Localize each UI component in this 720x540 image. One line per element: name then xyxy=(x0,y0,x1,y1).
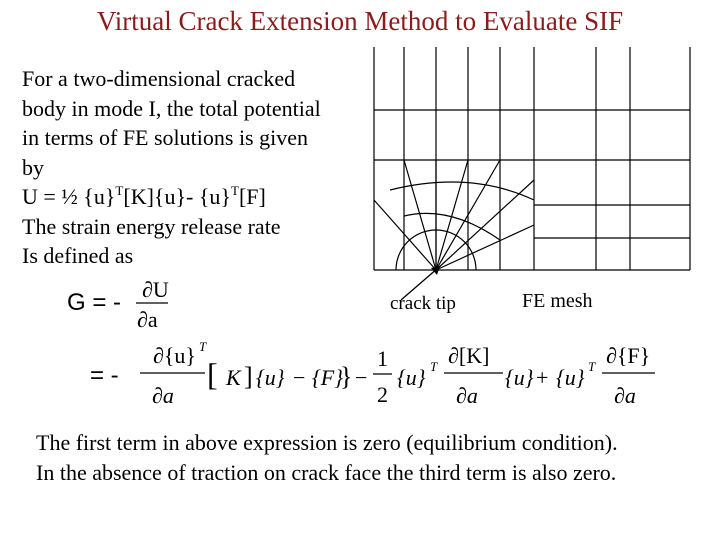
vector-u: {u} xyxy=(256,365,285,390)
minus-sign: − xyxy=(293,365,306,390)
intro-line: The strain energy release rate xyxy=(22,213,281,239)
vector-u: {u} xyxy=(505,365,534,390)
expanded-equation xyxy=(80,334,680,416)
crack-tip-label: crack tip xyxy=(390,293,456,314)
term3-denominator: ∂a xyxy=(456,383,478,408)
potential-lhs: U = ½ {u} xyxy=(22,184,116,209)
term4-denominator: ∂a xyxy=(614,383,636,408)
term1-numerator: ∂{u} xyxy=(153,343,196,368)
potential-mid: [K]{u}- {u} xyxy=(123,184,231,209)
closing-text xyxy=(36,428,716,488)
bracket-close: ] xyxy=(244,362,253,391)
term1-denominator: ∂a xyxy=(152,383,174,408)
intro-line: by xyxy=(22,154,44,180)
intro-line: For a two-dimensional cracked xyxy=(22,66,296,91)
intro-text xyxy=(22,64,372,271)
plus-sign: + xyxy=(536,365,549,390)
crack-tip-arrow xyxy=(395,255,455,305)
minus-sign: − xyxy=(355,365,368,390)
intro-line: body in mode I, the total potential xyxy=(22,95,321,121)
eq1-denominator: ∂a xyxy=(137,307,158,332)
big-bracket-open: [ xyxy=(207,356,218,392)
transpose-sup: T xyxy=(115,183,124,198)
slide-title: Virtual Crack Extension Method to Evaluate SIF xyxy=(96,6,624,36)
transpose-sup: T xyxy=(230,183,239,198)
vector-F: {F} xyxy=(312,365,344,390)
transpose-sup: T xyxy=(588,359,596,374)
fe-mesh-figure xyxy=(370,44,710,274)
intro-line: Is defined as xyxy=(22,243,134,268)
closing-line: In the absence of traction on crack face the third term is also zero. xyxy=(36,460,617,485)
half-numerator: 1 xyxy=(377,346,388,371)
term4-numerator: ∂{F} xyxy=(606,343,651,368)
closing-line: The first term in above expression is zero (equilibrium condition). xyxy=(36,430,618,455)
half-denominator: 2 xyxy=(377,382,388,407)
fe-mesh-label: FE mesh xyxy=(522,290,593,312)
potential-equation xyxy=(22,182,372,212)
term1-sup: T xyxy=(199,339,207,354)
eq1-lhs: G = - xyxy=(67,289,122,316)
intro-line: in terms of FE solutions is given xyxy=(22,125,308,150)
eq2-equals: = - xyxy=(90,362,119,389)
vector-u: {u} xyxy=(556,365,585,390)
matrix-K: K xyxy=(226,365,241,390)
term3-numerator: ∂[K] xyxy=(448,343,490,368)
energy-release-equation xyxy=(60,270,190,334)
vector-u: {u} xyxy=(397,365,426,390)
eq1-numerator: ∂U xyxy=(142,277,169,302)
transpose-sup: T xyxy=(430,359,438,374)
potential-rhs: [F] xyxy=(238,184,266,209)
brace-close: } xyxy=(340,362,353,391)
